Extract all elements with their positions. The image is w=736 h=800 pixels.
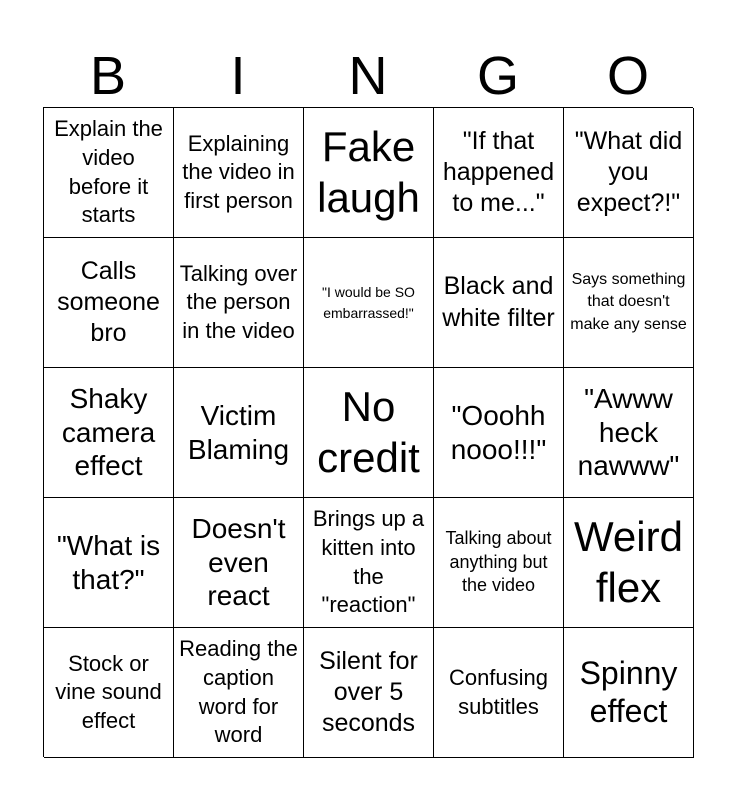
cell-text: Confusing subtitles: [448, 664, 549, 719]
bingo-cell-r2-c5[interactable]: [564, 238, 694, 368]
cell-text: Talking over the person in the video: [179, 260, 298, 343]
bingo-cell-r5-c5[interactable]: [564, 628, 694, 758]
header-letter-n: N: [348, 46, 388, 106]
bingo-cell-r4-c4[interactable]: [434, 498, 564, 628]
bingo-cell-r2-c2[interactable]: [174, 238, 304, 368]
cell-text: Says something that doesn't make any sense: [570, 270, 687, 333]
cell-text: Victim Blaming: [187, 399, 290, 465]
bingo-cell-r3-c4[interactable]: [434, 368, 564, 498]
cell-text: Weird flex: [574, 513, 683, 611]
cell-text: "What did you expect?!": [574, 126, 683, 218]
bingo-cell-r4-c3[interactable]: [304, 498, 434, 628]
cell-text: "If that happened to me...": [442, 126, 555, 218]
bingo-cell-r1-c2[interactable]: [174, 108, 304, 238]
bingo-cell-r2-c3[interactable]: [304, 238, 434, 368]
bingo-header: [43, 44, 693, 108]
bingo-cell-r3-c2[interactable]: [174, 368, 304, 498]
bingo-cell-r5-c1[interactable]: [44, 628, 174, 758]
bingo-cell-r3-c1[interactable]: [44, 368, 174, 498]
bingo-cell-r4-c2[interactable]: [174, 498, 304, 628]
bingo-cell-r5-c4[interactable]: [434, 628, 564, 758]
bingo-cell-r1-c1[interactable]: [44, 108, 174, 238]
bingo-cell-r4-c5[interactable]: [564, 498, 694, 628]
cell-text: Shaky camera effect: [61, 383, 156, 482]
bingo-cell-r1-c5[interactable]: [564, 108, 694, 238]
bingo-cell-r5-c2[interactable]: [174, 628, 304, 758]
bingo-cell-r2-c4[interactable]: [434, 238, 564, 368]
bingo-cell-r3-c3[interactable]: [304, 368, 434, 498]
cell-text: "Awww heck nawww": [577, 383, 680, 482]
cell-text: Doesn't even react: [191, 513, 286, 612]
cell-text: "Ooohh nooo!!!": [450, 399, 547, 465]
cell-text: Reading the caption word for word: [179, 636, 298, 748]
cell-text: Explain the video before it starts: [54, 116, 163, 228]
bingo-cell-r4-c1[interactable]: [44, 498, 174, 628]
cell-text: Explaining the video in first person: [182, 130, 295, 213]
header-letter-i: I: [230, 46, 246, 106]
bingo-cell-r2-c1[interactable]: [44, 238, 174, 368]
header-letter-g: G: [476, 46, 519, 106]
cell-text: Stock or vine sound effect: [55, 650, 162, 733]
cell-text: Silent for over 5 seconds: [319, 646, 418, 738]
bingo-cell-r3-c5[interactable]: [564, 368, 694, 498]
bingo-cell-r1-c4[interactable]: [434, 108, 564, 238]
cell-text: Black and white filter: [442, 272, 555, 332]
bingo-cell-r1-c3[interactable]: [304, 108, 434, 238]
cell-text: "What is that?": [56, 529, 161, 595]
bingo-board: [43, 107, 693, 757]
cell-text: Talking about anything but the video: [445, 528, 552, 596]
bingo-cell-r5-c3[interactable]: [304, 628, 434, 758]
header-letter-b: B: [89, 46, 127, 106]
cell-text: No credit: [317, 383, 420, 481]
cell-text: Brings up a kitten into the "reaction": [312, 506, 425, 618]
header-letter-o: O: [606, 46, 649, 106]
cell-text: Spinny effect: [579, 654, 678, 729]
cell-text: "I would be SO embarrassed!": [322, 283, 415, 321]
cell-text: Fake laugh: [317, 123, 420, 221]
cell-text: Calls someone bro: [57, 256, 160, 348]
